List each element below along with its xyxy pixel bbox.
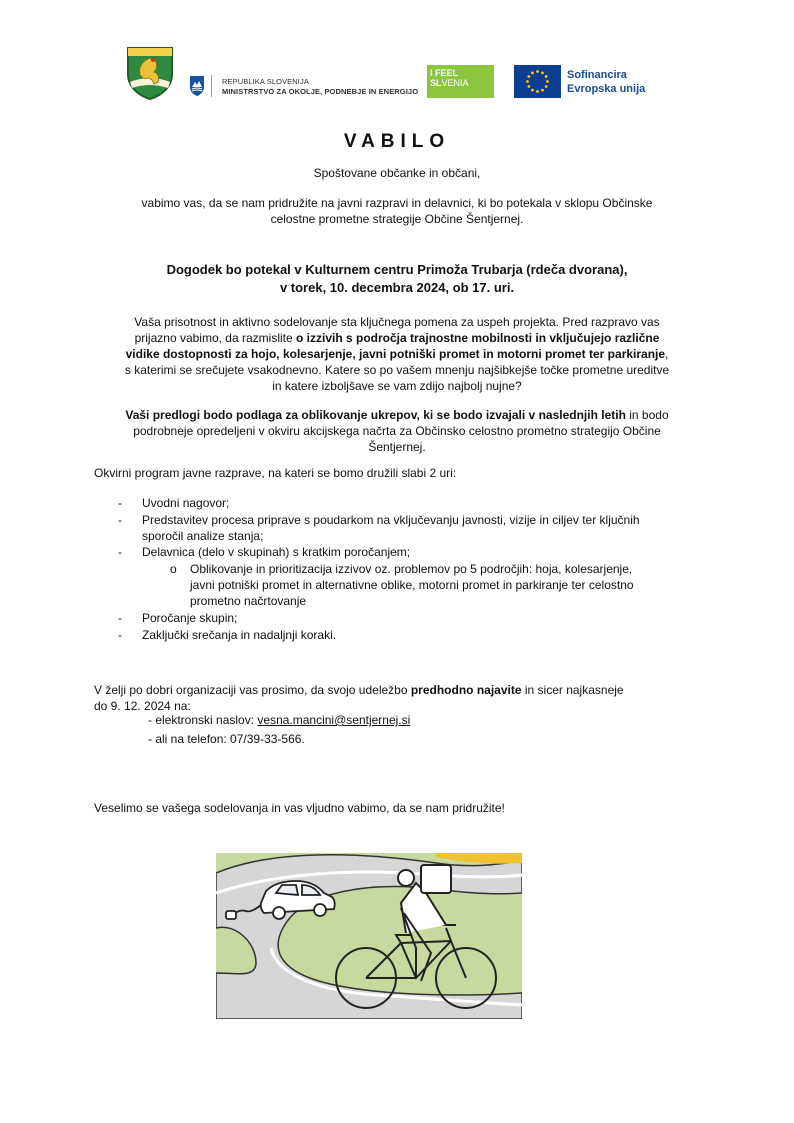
rsvp-bold: predhodno najavite — [410, 683, 522, 697]
list-dash: - — [118, 611, 122, 625]
event-date: v torek, 10. decembra 2024, ob 17. uri. — [279, 280, 515, 295]
ministry-line2: MINISTRSTVO ZA OKOLJE, PODNEBJE IN ENERGIJO — [222, 87, 419, 96]
para2-line1-tail: in bodo — [625, 408, 669, 422]
eu-star-icon — [541, 71, 544, 74]
eu-star-icon — [545, 85, 548, 88]
list-dash: - — [118, 545, 122, 559]
rsvp-text — [94, 682, 714, 714]
sub-bullet: o — [170, 562, 177, 576]
eu-star-icon — [536, 70, 539, 73]
intro-line1: vabimo vas, da se nam pridružite na javni razpravi in delavnici, ki bo potekala v sklopu Občinske — [141, 196, 653, 210]
divider — [211, 75, 212, 97]
eu-line1: Sofinancira — [567, 69, 627, 81]
paragraph-proposals — [80, 407, 714, 455]
list-dash: - — [118, 628, 122, 642]
list-item-text: Uvodni nagovor; — [142, 496, 230, 510]
list-item-text: Predstavitev procesa priprave s poudarkom na vključevanju javnosti, vizije in ciljev ter ključnih — [142, 513, 640, 527]
eu-star-icon — [531, 89, 534, 92]
eu-line2: Evropska unija — [567, 83, 646, 95]
sub-item-text: Oblikovanje in prioritizacija izzivov oz. problemov po 5 področjih: hoja, kolesarjenje, — [190, 562, 633, 576]
eu-star-icon — [541, 89, 544, 92]
eu-star-icon — [546, 80, 549, 83]
eu-star-icon — [536, 90, 539, 93]
para1-comma: , — [665, 347, 669, 361]
list-item-text-cont: sporočil analize stanja; — [142, 529, 264, 543]
para2-line1-bold: Vaši predlogi bodo podlaga za oblikovanje ukrepov, ki se bodo izvajali v naslednjih letih — [125, 408, 626, 422]
sub-item-text-cont: prometno načrtovanje — [190, 594, 307, 608]
rsvp-line1a: V želji po dobri organizaciji vas prosimo, da svojo udeležbo — [94, 683, 411, 697]
slovenia-emblem-icon — [189, 75, 205, 97]
list-dash: - — [118, 513, 122, 527]
ifeel-line1: I FEEL — [430, 68, 459, 78]
i-feel-slovenia-logo — [427, 65, 494, 98]
eu-cofinance-label — [567, 68, 645, 96]
eu-star-icon — [527, 85, 530, 88]
eu-flag-icon — [514, 65, 561, 98]
intro-line2: celostne prometne strategije Občine Šentjernej. — [270, 212, 524, 226]
rsvp-email-line — [148, 712, 410, 728]
para1-line4: s katerimi se srečujete vsakodnevno. Katere so po vašem mnenju najšibkejše točke prometne ureditve — [124, 363, 670, 377]
closing-text: Veselimo se vašega sodelovanja in vas vljudno vabimo, da se nam pridružite! — [94, 801, 505, 815]
list-item-text: Zaključki srečanja in nadaljnji koraki. — [142, 628, 337, 642]
list-item-text: Delavnica (delo v skupinah) s kratkim poročanjem; — [142, 545, 411, 559]
list-dash: - — [118, 496, 122, 510]
para1-line1: Vaša prisotnost in aktivno sodelovanje sta ključnega pomena za uspeh projekta. Pred razpravo vas — [134, 315, 660, 329]
rsvp-deadline: do 9. 12. 2024 na: — [94, 699, 191, 713]
paragraph-intro — [80, 314, 714, 394]
ministry-line1: REPUBLIKA SLOVENIJA — [222, 77, 309, 86]
para1-line2b: o izzivih s področja trajnostne mobilnosti in vključujejo različne — [296, 331, 660, 345]
eu-star-icon — [526, 80, 529, 83]
ifeel-venia: VENIA — [441, 78, 469, 88]
list-item-text: Poročanje skupin; — [142, 611, 238, 625]
event-details — [0, 261, 794, 297]
para2-line3: Šentjernej. — [368, 440, 426, 454]
para1-line5: in katere izboljšave se vam zdijo najbolj nujne? — [272, 379, 522, 393]
para1-line3: vidike dostopnosti za hojo, kolesarjenje, javni potniški promet in motorni promet ter parkiranje — [125, 347, 666, 361]
eu-star-icon — [531, 71, 534, 74]
para1-line2a: prijazno vabimo, da razmislite — [134, 331, 296, 345]
para2-line2: podrobneje opredeljeni v okviru akcijskega načrta za Občinsko celostno prometno strategijo Občine — [133, 424, 661, 438]
rsvp-phone: - ali na telefon: 07/39-33-566. — [148, 732, 305, 746]
email-label: - elektronski naslov: — [148, 713, 258, 727]
eu-star-icon — [527, 75, 530, 78]
event-location: Dogodek bo potekal v Kulturnem centru Primoža Trubarja (rdeča dvorana), — [166, 262, 628, 277]
email-link[interactable]: vesna.mancini@sentjernej.si — [257, 713, 411, 727]
intro — [0, 195, 794, 227]
coat-of-arms-icon — [124, 44, 176, 100]
program-intro: Okvirni program javne razprave, na kateri se bomo družili slabi 2 uri: — [94, 466, 457, 480]
ifeel-sl: SL — [430, 78, 442, 88]
page-title: VABILO — [343, 131, 451, 152]
ministry-label — [222, 77, 418, 97]
rsvp-line1c: in sicer najkasneje — [521, 683, 624, 697]
eu-star-icon — [545, 75, 548, 78]
sub-item-text-cont: javni potniški promet in alternativne oblike, motorni promet in parkiranje ter celostno — [190, 578, 634, 592]
greeting: Spoštovane občanke in občani, — [313, 166, 481, 180]
cyclist-illustration — [216, 853, 522, 1019]
